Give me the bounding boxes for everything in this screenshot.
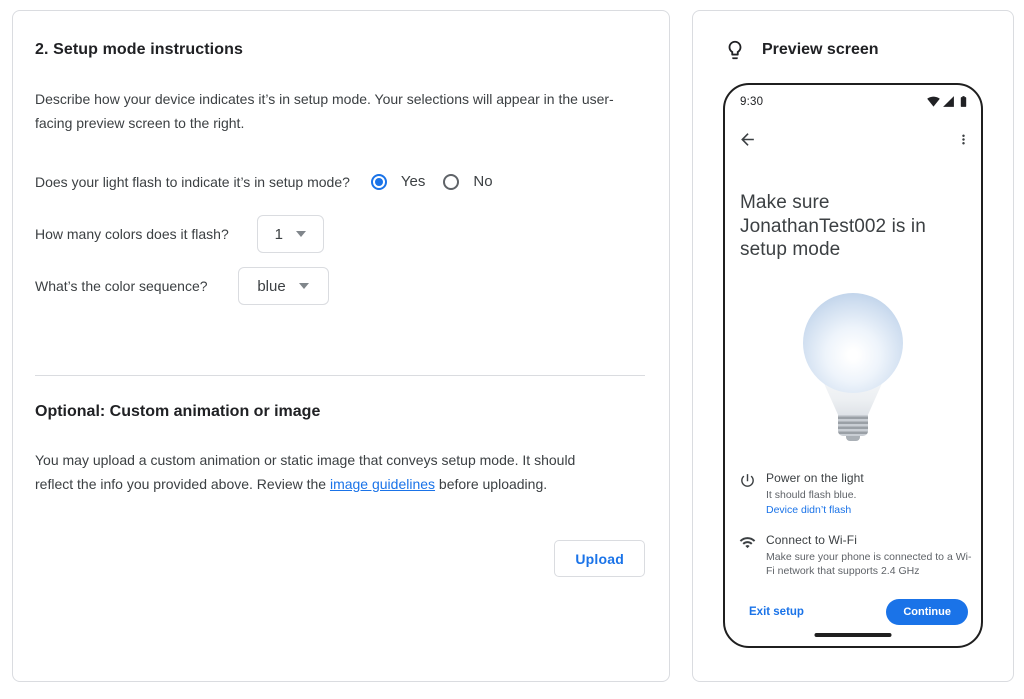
phone-mockup <box>723 83 983 648</box>
radio-no-icon[interactable] <box>443 174 459 190</box>
power-icon <box>739 472 756 489</box>
bulb-tip <box>846 436 860 441</box>
preview-card <box>692 10 1014 682</box>
lightbulb-icon <box>724 39 746 61</box>
lightbulb-image <box>725 293 981 441</box>
flash-question-label: Does your light flash to indicate it’s in setup mode? <box>35 173 350 190</box>
radio-yes-icon[interactable] <box>371 174 387 190</box>
wifi-status-icon <box>927 95 940 108</box>
phone-screen-title: Make sure JonathanTest002 is in setup mode <box>740 192 926 260</box>
phone-status-bar <box>740 95 970 108</box>
color-count-row <box>35 215 645 253</box>
preview-title: Preview screen <box>762 41 879 58</box>
section-title: 2. Setup mode instructions <box>35 41 243 58</box>
optional-section-text <box>35 448 601 496</box>
device-didnt-flash-link[interactable]: Device didn’t flash <box>766 504 852 516</box>
flash-question-row <box>35 173 645 190</box>
step-title: Power on the light <box>766 471 864 485</box>
optional-text-after: before uploading. <box>435 476 548 492</box>
continue-button[interactable]: Continue <box>886 599 968 625</box>
image-guidelines-link[interactable]: image guidelines <box>329 476 436 492</box>
color-sequence-row <box>35 267 645 305</box>
optional-section-title: Optional: Custom animation or image <box>35 403 321 420</box>
color-count-select[interactable] <box>257 215 324 253</box>
color-sequence-select[interactable] <box>238 267 329 305</box>
cellular-signal-icon <box>942 95 955 108</box>
step-connect-wifi <box>739 533 973 578</box>
section-description: Describe how your device indicates it’s in setup mode. Your selections will appear in the user-facing preview screen to the right. <box>35 91 614 131</box>
setup-mode-card <box>12 10 670 682</box>
radio-option-yes[interactable] <box>371 173 425 190</box>
bulb-screw-base <box>838 414 868 436</box>
color-count-value: 1 <box>274 225 283 243</box>
color-sequence-label: What’s the color sequence? <box>35 278 208 294</box>
step-body <box>766 533 973 578</box>
chevron-down-icon <box>299 283 309 289</box>
color-count-label: How many colors does it flash? <box>35 226 229 242</box>
home-indicator-bar <box>815 633 892 637</box>
bulb-globe <box>803 293 903 393</box>
section-divider <box>35 375 645 376</box>
chevron-down-icon <box>296 231 306 237</box>
upload-row <box>35 540 645 577</box>
color-sequence-value: blue <box>257 277 286 295</box>
step-title: Connect to Wi-Fi <box>766 533 857 547</box>
battery-icon <box>957 95 970 108</box>
phone-appbar <box>738 130 971 149</box>
upload-button[interactable]: Upload <box>554 540 645 577</box>
setup-steps <box>739 471 973 578</box>
step-subtitle: Make sure your phone is connected to a Wi-Fi network that supports 2.4 GHz <box>766 551 972 577</box>
step-subtitle: It should flash blue. <box>766 489 857 501</box>
back-arrow-icon[interactable] <box>738 130 757 149</box>
preview-header <box>693 39 1013 61</box>
radio-yes-label[interactable]: Yes <box>400 173 426 190</box>
exit-setup-button[interactable]: Exit setup <box>749 606 804 618</box>
status-icons <box>927 95 970 108</box>
optional-text-before: You may upload a custom animation or static image that conveys setup mode. It should reflect the info you provided above. Review the <box>35 452 576 492</box>
phone-footer <box>749 599 968 625</box>
status-time: 9:30 <box>740 95 764 108</box>
step-power-on <box>739 471 973 516</box>
flash-radio-group <box>371 173 493 190</box>
radio-no-label[interactable]: No <box>473 173 493 190</box>
radio-option-no[interactable] <box>443 173 492 190</box>
overflow-menu-icon[interactable] <box>956 132 971 147</box>
wifi-icon <box>739 534 756 551</box>
step-body <box>766 471 973 516</box>
